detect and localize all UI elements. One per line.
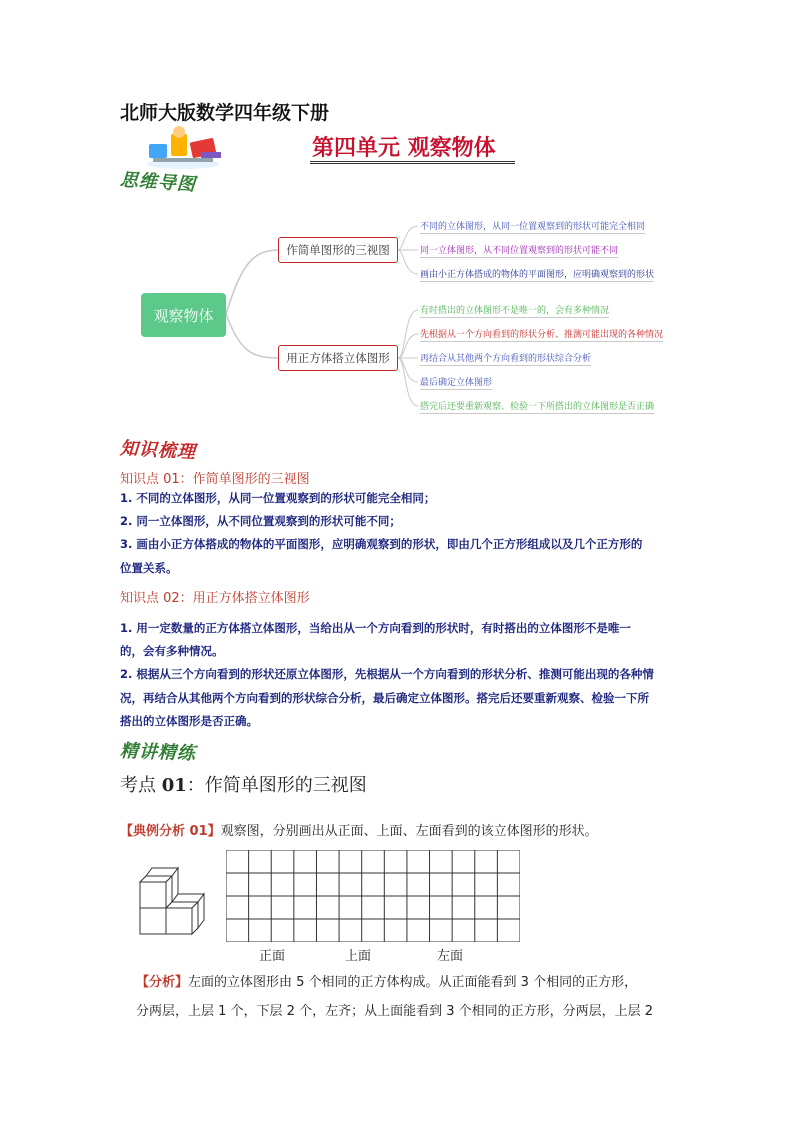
example-text: 观察图，分别画出从正面、上面、左面看到的该立体图形的形状。 [220, 824, 598, 839]
cube-face [140, 908, 166, 934]
mindmap-leaf: 搭完后还要重新观察、检验一下所搭出的立体图形是否正确 [420, 399, 654, 414]
mindmap-section-label: 思维导图 [119, 169, 197, 196]
mindmap-root-label: 观察物体 [153, 306, 214, 325]
analysis-line [136, 968, 696, 997]
mindmap-connector [226, 314, 278, 358]
cube-face [140, 882, 166, 908]
analysis-tag: 【分析】 [136, 975, 189, 990]
mindmap-leaf: 再结合从其他两个方向看到的形状综合分析 [420, 351, 591, 366]
cube-face [192, 902, 198, 934]
kp2-line: 搭出的立体图形是否正确。 [120, 714, 258, 728]
cube-figure [136, 864, 212, 936]
drawing-grid [226, 850, 520, 942]
knowledge-section-label: 知识梳理 [119, 438, 197, 463]
kp1-line: 3. 画由小正方体搭成的物体的平面图形，应明确观察到的形状，即由几个正方形组成以及几个正方形的 [120, 537, 643, 551]
grid-label-left: 左面 [437, 949, 464, 964]
mindmap-leaf: 有时搭出的立体图形不是唯一的，会有多种情况 [420, 303, 609, 318]
mindmap-branch-1 [278, 237, 398, 263]
unit-title: 第四单元 观察物体 [312, 135, 496, 161]
kp2-line: 1. 用一定数量的正方体搭立体图形，当给出从一个方向看到的形状时，有时搭出的立体图形不是唯一 [120, 621, 631, 635]
grid-label-top: 上面 [345, 949, 372, 964]
kp2-line: 2. 根据从三个方向看到的形状还原立体图形，先根据从一个方向看到的形状分析、推测可能出现的各种情 [120, 667, 654, 681]
mindmap-leaf: 画由小正方体搭成的物体的平面图形，应明确观察到的形状 [420, 267, 654, 282]
book-title: 北师大版数学四年级下册 [120, 102, 330, 124]
exam-point-title [120, 771, 367, 797]
kp2-title: 知识点 02：用正方体搭立体图形 [120, 591, 310, 606]
mindmap-leaf: 先根据从一个方向看到的形状分析、推测可能出现的各种情况 [420, 327, 663, 342]
kp1-title: 知识点 01：作简单图形的三视图 [120, 472, 310, 487]
grid-label-front: 正面 [259, 949, 286, 964]
mindmap-leaf: 不同的立体图形，从同一位置观察到的形状可能完全相同 [420, 219, 645, 234]
kp1-line: 2. 同一立体图形，从不同位置观察到的形状可能不同； [120, 514, 401, 528]
mindmap-branch-2 [278, 345, 398, 371]
mindmap-connector [398, 250, 418, 274]
kp1-line: 1. 不同的立体图形，从同一位置观察到的形状可能完全相同； [120, 491, 436, 505]
mindmap-leaf: 同一立体图形，从不同位置观察到的形状可能不同 [420, 243, 618, 258]
mindmap-root-node [141, 293, 226, 337]
mindmap-connector [226, 250, 278, 314]
example-tag: 【典例分析 01】 [120, 824, 221, 839]
example-line [120, 820, 598, 839]
kp1-line: 位置关系。 [120, 561, 178, 575]
practice-section-label: 精讲精练 [119, 740, 197, 765]
exam-point-number: 01 [161, 775, 187, 796]
cube-face [166, 908, 192, 934]
exam-point-prefix: 考点 [120, 775, 162, 796]
kp2-line: 况，再结合从其他两个方向看到的形状综合分析，最后确定立体图形。搭完后还要重新观察、检验一下所 [120, 691, 649, 705]
kp2-line: 的，会有多种情况。 [120, 644, 224, 658]
analysis-line: 分两层，上层 1 个，下层 2 个，左齐；从上面能看到 3 个相同的正方形，分两层，上层 2 [136, 1004, 654, 1019]
exam-point-rest: ：作简单图形的三视图 [186, 775, 367, 796]
mindmap-leaf: 最后确定立体图形 [420, 375, 492, 390]
mindmap-connector [398, 226, 418, 250]
analysis-text: 左面的立体图形由 5 个相同的正方体构成。从正面能看到 3 个相同的正方形， [188, 975, 638, 990]
mindmap-branch-label: 作简单图形的三视图 [286, 243, 390, 257]
mindmap-branch-label: 用正方体搭立体图形 [286, 351, 390, 365]
